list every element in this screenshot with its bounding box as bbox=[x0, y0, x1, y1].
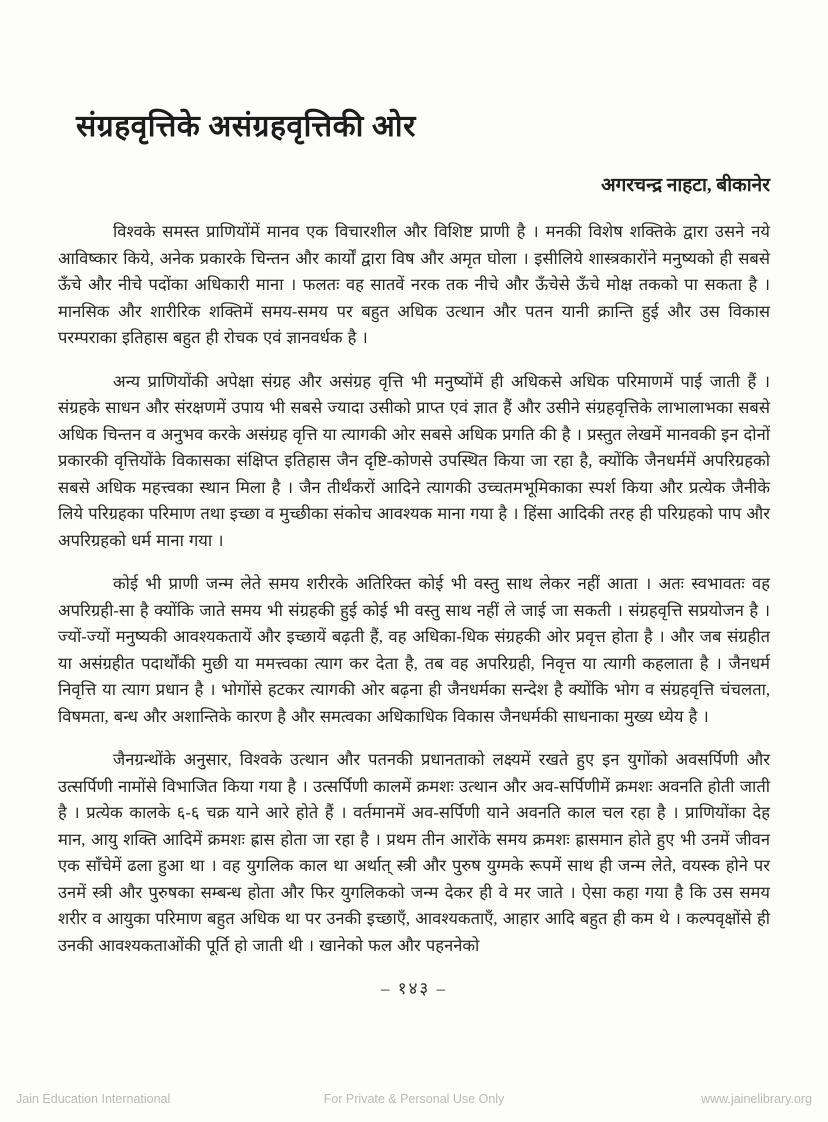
page-number: – १४३ – bbox=[380, 979, 448, 998]
page-title: संग्रहवृत्तिके असंग्रहवृत्तिकी ओर bbox=[76, 110, 416, 143]
paragraph: जैनग्रन्थोंके अनुसार, विश्वके उत्थान और पतनकी प्रधानताको लक्ष्यमें रखते हुए इन युगोंको अवसर्पिणी और उत्सर्पिणी नामोंसे विभाजित किया गया है । उत्सर्पिणी कालमें क्रमशः उत्थान और अव-सर्पिणीमें क्रमशः अवनति होती जाती है । प्रत्येक कालके ६-६ चक्र याने आरे होते हैं । वर्तमानमें अव-सर्पिणी याने अवनति काल चल रहा है । प्राणियोंका देह मान, आयु शक्ति आदिमें क्रमशः ह्रास होता जा रहा है । प्रथम तीन आरोंके समय क्रमशः ह्रासमान होते हुए भी उनमें जीवन एक साँचेमें ढला हुआ था । वह युगलिक काल था अर्थात् स्त्री और पुरुष युग्मके रूपमें साथ ही जन्म लेते, वयस्क होने पर उनमें स्त्री और पुरुषका सम्बन्ध होता और फिर युगलिकको जन्म देकर ही वे मर जाते । ऐसा कहा गया है कि उस समय शरीर व आयुका परिमाण बहुत अधिक था पर उनकी इच्छाएँ, आवश्यकताएँ, आहार आदि बहुत ही कम थे । कल्पवृक्षोंसे ही उनकी आवश्यकताओंकी पूर्ति हो जाती थी । खानेको फल और पहननेको bbox=[58, 750, 770, 955]
paragraph: कोई भी प्राणी जन्म लेते समय शरीरके अतिरिक्त कोई भी वस्तु साथ लेकर नहीं आता । अतः स्वभावतः वह अपरिग्रही-सा है क्योंकि जाते समय भी संग्रहकी हुई कोई भी वस्तु साथ नहीं ले जाई जा सकती । संग्रहवृत्ति सप्रयोजन है । ज्यों-ज्यों मनुष्यकी आवश्यकतायें और इच्छायें बढ़ती हैं, वह अधिका-धिक संग्रहकी ओर प्रवृत्त होता है । और जब संग्रहीत या असंग्रहीत पदार्थोंकी मुछी या ममत्त्वका त्याग कर देता है, तब वह अपरिग्रही, निवृत्त या त्यागी कहलाता है । जैनधर्म निवृत्ति या त्याग प्रधान है । भोगोंसे हटकर त्यागकी ओर बढ़ना ही जैनधर्मका सन्देश है क्योंकि भोग व संग्रहवृत्ति चंचलता, विषमता, बन्ध और अशान्तिके कारण है और समत्वका अधिकाधिक विकास जैनधर्मकी साधनाका मुख्य ध्येय है । bbox=[58, 574, 770, 726]
author-byline: अगरचन्द्र नाहटा, बीकानेर bbox=[601, 175, 770, 196]
paragraph: अन्य प्राणियोंकी अपेक्षा संग्रह और असंग्रह वृत्ति भी मनुष्योंमें ही अधिकसे अधिक परिमाणमें पाई जाती हैं । संग्रहके साधन और संरक्षणमें उपाय भी सबसे ज्यादा उसीको प्राप्त एवं ज्ञात हैं और उसीने संग्रहवृत्तिके लाभालाभका सबसे अधिक चिन्तन व अनुभव करके असंग्रह वृत्ति या त्यागकी ओर सबसे अधिक प्रगति की है । प्रस्तुत लेखमें मानवकी इन दोनों प्रकारकी वृत्तियोंके विकासका संक्षिप्त इतिहास जैन दृष्टि-कोणसे उपस्थित किया जा रहा है, क्योंकि जैनधर्ममें अपरिग्रहको सबसे अधिक महत्त्वका स्थान मिला है । जैन तीर्थंकरों आदिने त्यागकी उच्चतमभूमिकाका स्पर्श किया और प्रत्येक जैनीके लिये परिग्रहका परिमाण तथा इच्छा व मुच्छीका संकोच आवश्यक माना गया है । हिंसा आदिकी तरह ही परिग्रहको पाप और अपरिग्रहको धर्म माना गया । bbox=[58, 371, 770, 550]
footer-usage-note: For Private & Personal Use Only bbox=[323, 1092, 505, 1106]
footer-website: www.jainelibrary.org bbox=[701, 1092, 812, 1106]
paragraph: विश्वके समस्त प्राणियोंमें मानव एक विचारशील और विशिष्ट प्राणी है । मनकी विशेष शक्तिके द्वारा उसने नये आविष्कार किये, अनेक प्रकारके चिन्तन और कार्यों द्वारा विष और अमृत घोला । इसीलिये शास्त्रकारोंने मनुष्यको ही सबसे ऊँचे और नीचे पदोंका अधिकारी माना । फलतः वह सातवें नरक तक नीचे और ऊँचेसे ऊँचे मोक्ष तकको पा सकता है । मानसिक और शारीरिक शक्तिमें समय-समय पर बहुत अधिक उत्थान और पतन यानी क्रान्ति हुई और उस विकास परम्पराका इतिहास बहुत ही रोचक एवं ज्ञानवर्धक है । bbox=[58, 222, 770, 347]
footer-publisher: Jain Education International bbox=[16, 1092, 171, 1106]
scan-footer bbox=[16, 1092, 812, 1106]
article-body bbox=[58, 219, 770, 959]
